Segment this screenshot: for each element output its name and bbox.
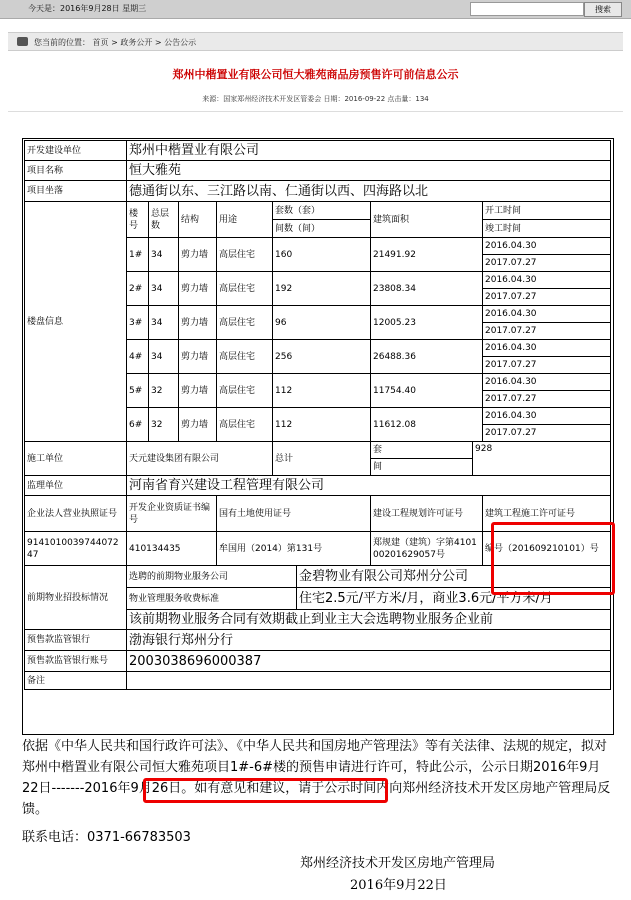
search-input[interactable] (470, 2, 584, 16)
license-value: 914101003974407247 (25, 532, 127, 566)
top-bar (0, 0, 631, 19)
building-floors: 34 (149, 306, 179, 340)
building-end: 2017.07.27 (483, 255, 611, 272)
room-unit: 间 (371, 459, 473, 476)
permit-info-table (24, 140, 611, 690)
breadcrumb (8, 32, 623, 51)
building-floors: 32 (149, 374, 179, 408)
location-icon (17, 37, 28, 46)
divider (8, 111, 623, 112)
notice-text-end: 如有意见和建议，请于公示时间内向郑州经济技术开发区房地产管理局反馈。 (22, 781, 611, 817)
building-sets: 96 (273, 306, 371, 340)
notice-text: 依据《中华人民共和国行政许可法》、《中华人民共和国房地产管理法》等有关法律、法规的规定，拟对郑州中楷置业有限公司恒大雅苑项目1#-6#楼的预售申请进行许可，特此公示，公示日期 (22, 739, 608, 775)
building-floors: 34 (149, 272, 179, 306)
account-label: 预售款监管银行账号 (25, 651, 127, 672)
building-area: 11754.40 (371, 374, 483, 408)
building-use: 高层住宅 (217, 272, 273, 306)
license-header: 企业法人营业执照证号 (25, 496, 127, 532)
property-company-value: 金碧物业有限公司郑州分公司 (297, 566, 611, 588)
search-button[interactable]: 搜索 (584, 2, 622, 17)
building-sets: 112 (273, 374, 371, 408)
header-area: 建筑面积 (371, 202, 483, 238)
building-structure: 剪力墙 (179, 306, 217, 340)
bank-value: 渤海银行郑州分行 (127, 630, 611, 651)
license-value: 410134435 (127, 532, 217, 566)
contractor-label: 施工单位 (25, 442, 127, 476)
building-end: 2017.07.27 (483, 357, 611, 374)
property-note: 该前期物业服务合同有效期截止到业主大会选聘物业服务企业前 (127, 610, 611, 630)
location-label: 项目坐落 (25, 181, 127, 202)
header-sets: 套数（套） (273, 202, 371, 220)
remark-value (127, 672, 611, 690)
building-structure: 剪力墙 (179, 340, 217, 374)
bank-label: 预售款监管银行 (25, 630, 127, 651)
building-use: 高层住宅 (217, 238, 273, 272)
today-date: 今天是：2016年9月28日 星期三 (28, 4, 147, 13)
building-sets: 256 (273, 340, 371, 374)
article-source: 来源：国家郑州经济技术开发区管委会 日期：2016-09-22 点击量：134 (202, 95, 429, 103)
breadcrumb-text[interactable]: 您当前的位置： 首页 > 政务公开 > 公告公示 (34, 38, 197, 47)
building-floors: 34 (149, 340, 179, 374)
project-value: 恒大雅苑 (127, 161, 611, 181)
building-area: 21491.92 (371, 238, 483, 272)
building-sets: 192 (273, 272, 371, 306)
building-no: 4# (127, 340, 149, 374)
highlight-box (143, 778, 388, 803)
location-value: 德通街以东、三江路以南、仁通街以西、四海路以北 (127, 181, 611, 202)
building-structure: 剪力墙 (179, 374, 217, 408)
building-no: 2# (127, 272, 149, 306)
building-structure: 剪力墙 (179, 408, 217, 442)
building-use: 高层住宅 (217, 340, 273, 374)
building-end: 2017.07.27 (483, 323, 611, 340)
building-start: 2016.04.30 (483, 306, 611, 323)
building-label: 楼盘信息 (25, 202, 127, 442)
license-header: 建设工程规划许可证号 (371, 496, 483, 532)
header-floors: 总层数 (149, 202, 179, 238)
building-use: 高层住宅 (217, 374, 273, 408)
highlight-box (491, 522, 615, 595)
supervisor-value: 河南省育兴建设工程管理有限公司 (127, 476, 611, 496)
remark-label: 备注 (25, 672, 127, 690)
building-start: 2016.04.30 (483, 374, 611, 391)
license-header: 开发企业资质证书编号 (127, 496, 217, 532)
developer-label: 开发建设单位 (25, 141, 127, 161)
license-value: 郑规建（建筑）字第410100201629057号 (371, 532, 483, 566)
building-use: 高层住宅 (217, 306, 273, 340)
building-start: 2016.04.30 (483, 272, 611, 289)
building-area: 12005.23 (371, 306, 483, 340)
license-header: 国有土地使用证号 (217, 496, 371, 532)
set-unit: 套 (371, 442, 473, 459)
building-area: 26488.36 (371, 340, 483, 374)
building-use: 高层住宅 (217, 408, 273, 442)
property-label: 前期物业招投标情况 (25, 566, 127, 630)
building-sets: 160 (273, 238, 371, 272)
fee-label: 物业管理服务收费标准 (127, 588, 297, 610)
account-value: 2003038696000387 (127, 651, 611, 672)
building-start: 2016.04.30 (483, 340, 611, 357)
building-area: 11612.08 (371, 408, 483, 442)
building-floors: 32 (149, 408, 179, 442)
building-no: 3# (127, 306, 149, 340)
contact-phone: 联系电话：0371-66783503 (22, 830, 191, 845)
license-value: 牟国用（2014）第131号 (217, 532, 371, 566)
header-rooms: 间数（间） (273, 220, 371, 238)
header-complete: 竣工时间 (483, 220, 611, 238)
page-title: 郑州中楷置业有限公司恒大雅苑商品房预售许可前信息公示 (172, 68, 459, 81)
fee-value: 住宅2.5元/平方米/月，商业3.6元/平方米/月 (297, 588, 611, 610)
property-company-label: 选聘的前期物业服务公司 (127, 566, 297, 588)
header-no: 楼号 (127, 202, 149, 238)
building-end: 2017.07.27 (483, 391, 611, 408)
header-use: 用途 (217, 202, 273, 238)
contractor-value: 天元建设集团有限公司 (127, 442, 273, 476)
building-structure: 剪力墙 (179, 238, 217, 272)
license-value: 编号（201609210101）号 (483, 532, 611, 566)
supervisor-label: 监理单位 (25, 476, 127, 496)
building-no: 1# (127, 238, 149, 272)
issuing-organization: 郑州经济技术开发区房地产管理局 (300, 856, 496, 871)
building-start: 2016.04.30 (483, 408, 611, 425)
building-no: 6# (127, 408, 149, 442)
notice-period: 2016年9月22日-------2016年9月26日。 (22, 760, 601, 796)
building-sets: 112 (273, 408, 371, 442)
building-structure: 剪力墙 (179, 272, 217, 306)
building-floors: 34 (149, 238, 179, 272)
building-area: 23808.34 (371, 272, 483, 306)
building-end: 2017.07.27 (483, 289, 611, 306)
header-structure: 结构 (179, 202, 217, 238)
project-label: 项目名称 (25, 161, 127, 181)
developer-value: 郑州中楷置业有限公司 (127, 141, 611, 161)
building-end: 2017.07.27 (483, 425, 611, 442)
total-sets: 928 (473, 442, 611, 476)
total-label: 总计 (273, 442, 371, 476)
building-start: 2016.04.30 (483, 238, 611, 255)
building-no: 5# (127, 374, 149, 408)
issue-date: 2016年9月22日 (350, 878, 447, 893)
license-header: 建筑工程施工许可证号 (483, 496, 611, 532)
header-start: 开工时间 (483, 202, 611, 220)
